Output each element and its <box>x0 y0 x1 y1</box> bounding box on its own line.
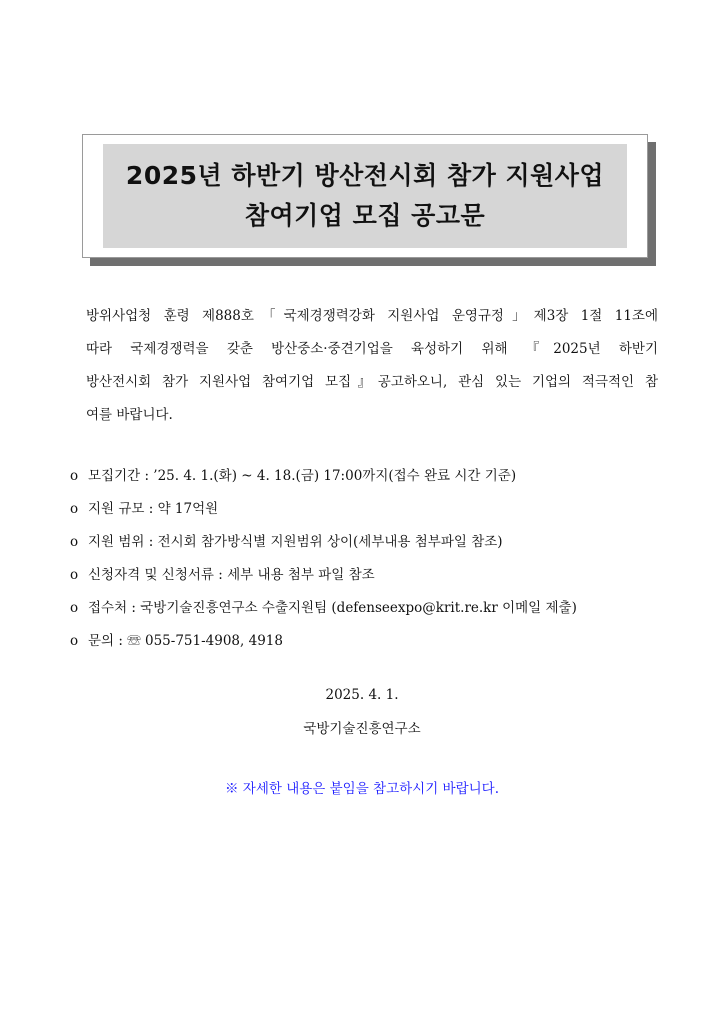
bullet-text: 지원 규모 : 약 17억원 <box>88 501 219 517</box>
bullet-text: 지원 범위 : 전시회 참가방식별 지원범위 상이(세부내용 첨부파일 참조) <box>88 534 503 550</box>
title-line-1: 2025년 하반기 방산전시회 참가 지원사업 <box>125 161 605 190</box>
bullet-marker: o <box>70 567 79 583</box>
bullet-eligibility <box>70 559 680 592</box>
title-line-2: 참여기업 모집 공고문 <box>244 201 486 230</box>
announcement-date: 2025. 4. 1. <box>325 687 399 703</box>
bullet-marker: o <box>70 633 79 649</box>
bullet-application-period <box>70 460 680 493</box>
intro-line: 따라 국제경쟁력을 갖춘 방산중소·중견기업을 육성하기 위해 『2025년 하반기 <box>86 341 658 357</box>
bullet-marker: o <box>70 600 79 616</box>
intro-paragraph <box>86 300 658 432</box>
bullet-text: 문의 : ☏ 055-751-4908, 4918 <box>88 633 283 649</box>
info-bullet-list <box>70 460 680 658</box>
intro-line: 방산전시회 참가 지원사업 참여기업 모집』공고하오니, 관심 있는 기업의 적극적인 참 <box>86 374 658 390</box>
organization-name: 국방기술진흥연구소 <box>303 721 421 737</box>
bullet-support-scope <box>70 526 680 559</box>
bullet-support-scale <box>70 493 680 526</box>
title-panel <box>103 144 627 248</box>
bullet-submission <box>70 592 680 625</box>
intro-line: 여를 바랍니다. <box>86 407 173 423</box>
bullet-marker: o <box>70 501 79 517</box>
bullet-text: 모집기간 : ’25. 4. 1.(화) ~ 4. 18.(금) 17:00까지(접수 완료 시간 기준) <box>88 468 517 484</box>
bullet-text: 신청자격 및 신청서류 : 세부 내용 첨부 파일 참조 <box>88 567 375 583</box>
intro-line: 방위사업청 훈령 제888호「국제경쟁력강화 지원사업 운영규정」제3장 1절 11조에 <box>86 308 658 324</box>
bullet-marker: o <box>70 468 79 484</box>
title-box <box>82 134 648 258</box>
bullet-text: 접수처 : 국방기술진흥연구소 수출지원팀 (defenseexpo@krit.re.kr 이메일 제출) <box>88 600 577 616</box>
bullet-contact <box>70 625 680 658</box>
attachment-note: ※ 자세한 내용은 붙임을 참고하시기 바랍니다. <box>225 781 499 797</box>
bullet-marker: o <box>70 534 79 550</box>
